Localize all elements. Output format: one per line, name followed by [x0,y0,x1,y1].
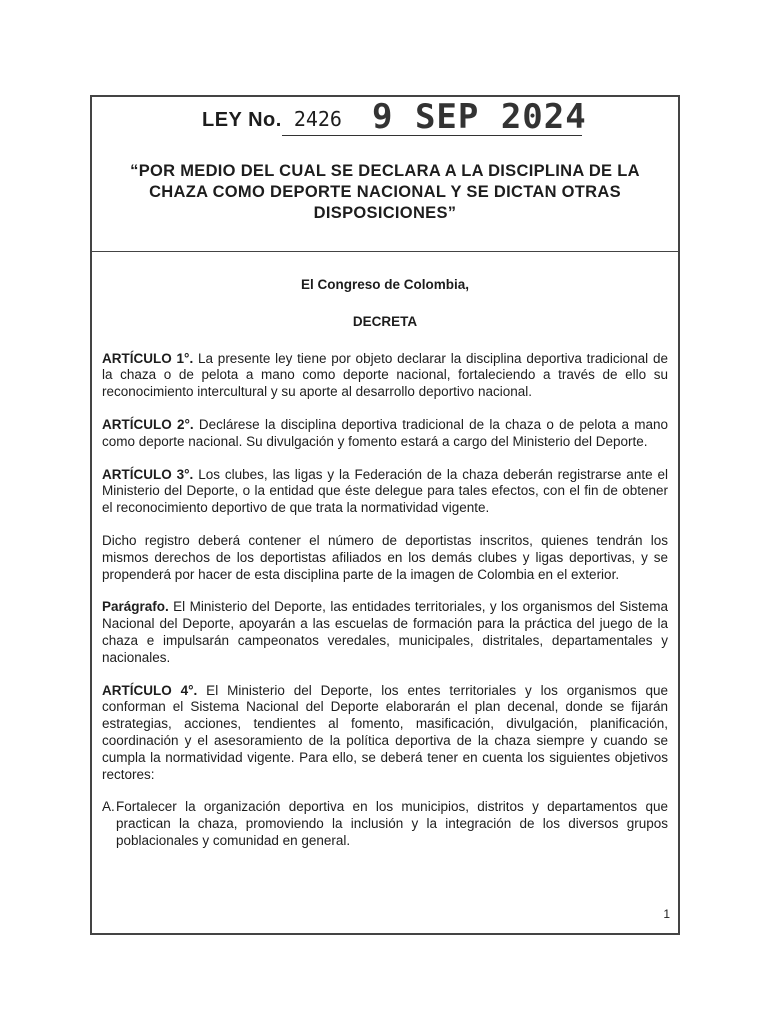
article-4-text: El Ministerio del Deporte, los entes territoriales y los organismos que conforman el Sistema Nacional del Deporte elaborarán el plan decenal, donde se fijarán estrategias, acciones, tendientes al fomento, masificación, divulgación, planificación, coordinación y el asesoramiento de la política deportiva de la chaza siempre y cuando se cumpla la normatividad vigente. Para ello, se deberá tener en cuenta los siguientes objetivos rectores: [102,682,668,782]
law-header [92,97,678,252]
list-item-letter: A. [102,799,115,815]
law-number-line [202,107,346,132]
article-1 [102,351,668,401]
list-item [102,799,668,849]
date-stamp: 9 SEP 2024 [372,97,587,137]
article-2 [102,417,668,451]
law-body [102,277,668,850]
paragrafo-text: El Ministerio del Deporte, las entidades territoriales, y los organismos del Sistema Nacional del Deporte, apoyarán a las escuelas de formación para la práctica del juego de la chaza e impulsarán campeonatos veredales, municipales, distritales, departamentales y nacionales. [102,599,668,665]
congress-heading: El Congreso de Colombia, [300,277,470,292]
article-3-label: ARTÍCULO 3°. [102,466,194,482]
article-3-paragraph-2: Dicho registro deberá contener el número de deportistas inscritos, quienes tendrán los mismos derechos de los deportistas afiliados en los demás clubes y ligas deportivas, y se propenderá por hacer de esta disciplina parte de la imagen de Colombia en el exterior. [102,532,668,582]
list-item-text: Fortalecer la organización deportiva en los municipios, distritos y departamentos que practican la chaza, promoviendo la inclusión y la integración de los diversos grupos poblacionales y comunidad en general. [116,799,668,848]
article-3 [102,467,668,517]
article-1-label: ARTÍCULO 1°. [102,350,194,366]
decreta-heading: DECRETA [352,313,418,329]
paragrafo [102,599,668,666]
law-title: “POR MEDIO DEL CUAL SE DECLARA A LA DISCIPLINA DE LA CHAZA COMO DEPORTE NACIONAL Y SE DICTAN OTRAS DISPOSICIONES” [130,162,640,222]
article-1-text: La presente ley tiene por objeto declarar la disciplina deportiva tradicional de la chaza o de pelota a mano como deporte nacional, fortaleciendo a través de ello su reconocimiento intercultural y su aporte al desarrollo deportivo nacional. [102,350,668,400]
article-2-text: Declárese la disciplina deportiva tradicional de la chaza o de pelota a mano como deporte nacional. Su divulgación y fomento estará a cargo del Ministerio del Deporte. [102,416,668,449]
document-frame [90,95,680,935]
article-4 [102,683,668,784]
number-underline [282,135,582,136]
article-2-label: ARTÍCULO 2°. [102,416,194,432]
article-3-text: Los clubes, las ligas y la Federación de la chaza deberán registrarse ante el Ministerio del Deporte, o la entidad que éste delegue para tales efectos, con el fin de obtener el reconocimiento deportivo de que trata la normatividad vigente. [102,466,668,516]
page-number: 1 [663,907,670,921]
article-4-label: ARTÍCULO 4°. [102,682,198,698]
law-number: 2426 [293,107,342,131]
law-label: LEY No. [202,109,282,131]
paragrafo-label: Parágrafo. [102,599,169,615]
